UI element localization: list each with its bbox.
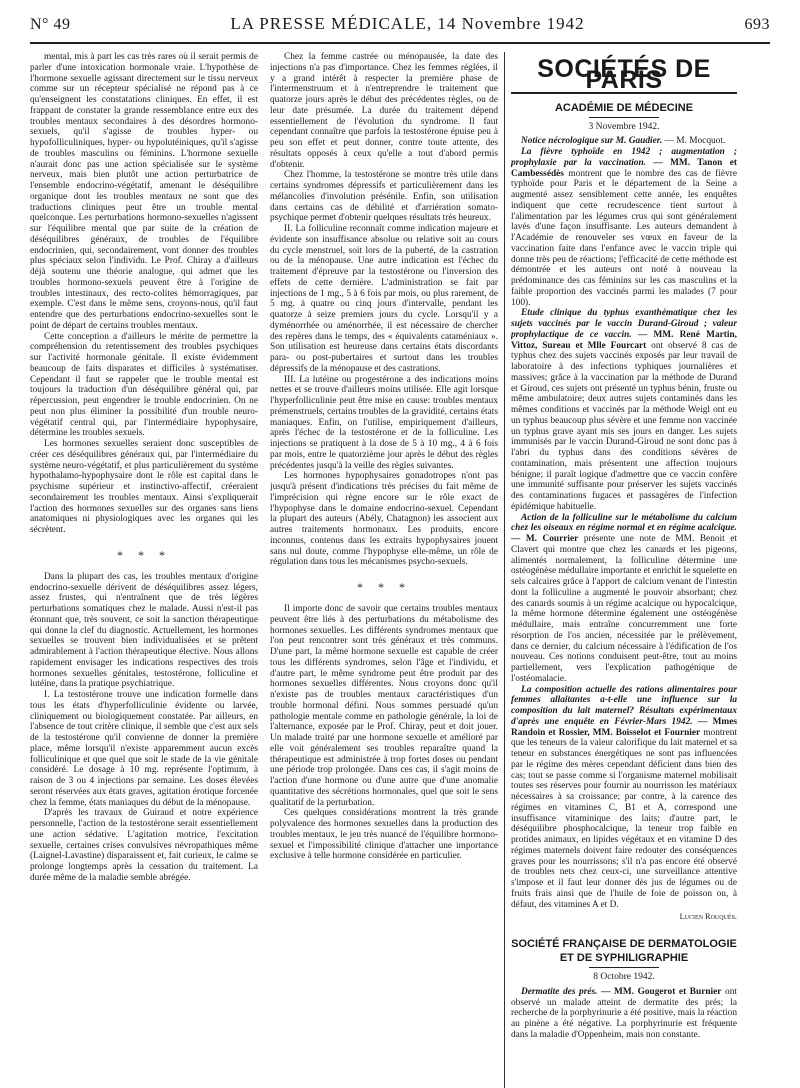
session-date: 3 Novembre 1942. <box>588 121 660 132</box>
section-title: SOCIÉTÉS DE PARIS <box>537 55 711 94</box>
columns <box>30 52 770 1088</box>
header-rule <box>30 42 770 44</box>
paragraph: mental, mis à part les cas très rares où il serait permis de parler d'une intoxication hormonale vraie. L'hypothèse de l'hormone sexuelle agissant directement sur le tissu nerveux comme sur un récepteur spécialisé ne répond pas à ce qu'enseignent les constatations cliniques. En effet, il est frappant de constater la grande ressemblance entre eux des troubles mentaux secondaires à des désordres hormono-sexuels, qu'il s'agisse de troubles hyper- ou hypofolliculiniques, hyper- ou hypolutéiniques, qu'il s'agisse de troubles masculins ou féminins. L'hormone sexuelle n'aurait donc pas une action spécialisée sur le système nerveux, mais bien plutôt une action perturbatrice de l'ensemble endocrino-végétatif, amenant le déséquilibre organique dont les troubles mentaux ne sont que des traductions cliniques peut être un trouble mental quelconque. Les perturbations hormono-sexuelles n'agissent sur l'équilibre mental que par suite de la création de déséquilibres généraux, de troubles de l'équilibre endocrinien, qui, secondairement, vont donner des troubles plus spéciaux selon l'individu. Le Prof. Chiray a d'ailleurs déjà soutenu une théorie analogue, qui admet que les troubles hormono-sexuels peuvent être à l'origine de troubles intestinaux, des recto-colites hémorragiques, par exemple. C'est dans le même sens, croyons-nous, qu'il faut entendre que des perturbations endocrino-sexuelles sont le point de départ de certains troubles mentaux. <box>30 52 258 331</box>
paragraph: Les hormones hypophysaires gonadotropes n'ont pas jusqu'à présent d'indications très précises du fait même de l'imprécision qui règne encore sur le rôle exact de l'hypophyse dans le domaine endocrino-sexuel. Cependant la plupart des auteurs (Abély, Chatagnon) les associent aux autres traitements hormonaux. Les produits, encore inconnus, contenus dans les extraits hypophysaires jouent sans nul doute, comme l'hypophyse elle-même, un rôle de régulation dans tous les mécanismes psycho-sexuels. <box>270 471 498 568</box>
section-separator: * * * <box>357 580 411 594</box>
paragraph: Cette conception a d'ailleurs le mérite de permettre la compréhension du retentissement des troubles psychiques sur l'activité hormonale génitale. Il existe évidemment beaucoup de faits disparates et difficiles à systématiser. Cependant il faut se rappeler que le trouble mental est toujours la traduction d'un déséquilibre général qui, par répercussion, peut engendrer le trouble endocrinien. On ne peut non plus éliminer la possibilité d'un trouble neuro-végétatif central qui, par l'intermédiaire hypophysaire, détermine les troubles sexuels. <box>30 331 258 439</box>
academy-rule <box>589 117 659 118</box>
report-title: Action de la folliculine sur le métabolisme du calcium chez les oiseaux en régime normal et en régime acalcique. <box>511 512 737 534</box>
report-authors: — MM. Gougerot et Burnier <box>601 986 722 997</box>
report-item <box>511 147 737 308</box>
report-authors: — MM. René Martin, Vittoz, Sureau et Mlle Fourcart <box>511 329 737 351</box>
report-text: montrent que le nombre des cas de fièvre typhoïde pour Paris et le département de la Seine a augmenté assez sensiblement cette année, les enquêtes indiquent que cette recrudescence tient surtout à l'alimentation par les légumes crus qui sont généralement lavés d'une façon insuffisante. Les auteurs demandent à l'Académie de renouveler ses vœux en faveur de la vaccination faite dans l'enfance avec le vaccin triple qui donne très peu de réactions; l'efficacité de cette méthode est démontrée et les auteurs ont noté à nouveau la prédominance des cas féminins sur les cas masculins et la faible proportion des vaccinés parmi les malades (7 pour 100). <box>511 168 737 308</box>
paragraph: Il importe donc de savoir que certains troubles mentaux peuvent être liés à des perturbations du métabolisme des hormones sexuelles. Les différents syndromes mentaux que l'on peut rencontrer sont très généraux et très communs. D'une part, la même hormone sexuelle est capable de créer tous les différents syndromes, selon l'âge et l'individu, et d'autre part, le même syndrome peut être produit par des hormones sexuelles différentes. Nous croyons donc qu'il n'existe pas de troubles mentaux caractéristiques d'un trouble hormonal défini. Nous sommes persuadé qu'un pathologie mentale comme en pathologie générale, la loi de l'alternance, exposée par le Prof. Chiray, peut et doit jouer. Un malade traité par une hormone sexuelle et amélioré par elle voit généralement ses troubles reparaître quand la thérapeutique est administrée à trop fortes doses ou pendant une période trop prolongée. Dans ces cas, il s'agit moins de l'action d'une hormone ou d'une autre que d'une anomalie quantitative des sécrétions hormonales, quel que soit le sens qualitatif de la perturbation. <box>270 604 498 808</box>
session-date: 8 Octobre 1942. <box>593 972 655 982</box>
column-divider <box>504 52 505 1088</box>
report-title: Dermatite des prés. <box>521 986 598 997</box>
page-header <box>30 14 770 38</box>
report-item <box>511 308 737 512</box>
section-separator: * * * <box>117 547 171 562</box>
column-1 <box>30 52 258 1088</box>
report-item <box>511 513 737 685</box>
society-heading-line1: SOCIÉTÉ FRANÇAISE DE DERMATOLOGIE <box>511 938 737 950</box>
report-title: La fièvre typhoïde en 1942 ; augmentation ; prophylaxie par la vaccination. <box>511 147 737 168</box>
paragraph: Les hormones sexuelles seraient donc susceptibles de créer ces déséquilibres généraux qui, par l'intermédiaire du système neuro-végétatif, et plus particulièrement du système hypothalamo-hypophysaire dont le rôle est capital dans le psychisme supérieur et instinctivo-affectif, créeraient secondairement les troubles mentaux. Ainsi s'expliquerait l'action des hormones sexuelles sur des organes sans liens anatomiques ni physiologiques avec les organes qui les sécrètent. <box>30 439 258 535</box>
column-2 <box>270 52 498 1088</box>
issue-number: N° 49 <box>30 16 71 33</box>
paragraph: I. La testostérone trouve une indication formelle dans tous les états d'hyperfolliculinie évidente ou larvée, cliniquement ou biologiquement constatée. Par ailleurs, en l'absence de tout critère clinique, il semble que c'est aux sels de la testostérone qu'il convienne de donner la première place, même lorsqu'il n'existe apparemment aucun excès folliculinique et que quel que soit le stade de la vie génitale considéré. Le dosage à 10 mg. représente l'optimum, à raison de 3 ou 4 injections par semaine. Les doses élevées seront réservées aux états graves, agitation érotique forcenée chez la femme, états maniaques du début de la ménopause. <box>30 690 258 808</box>
report-title: Notice nécrologique sur M. Gaudier. <box>521 136 663 147</box>
paragraph: D'après les travaux de Guiraud et notre expérience personnelle, l'action de la testostérone serait essentiellement une action sédative. L'agitation motrice, l'excitation sexuelle, certaines crises convulsives névropathiques même (Laignel-Lavastine) disparaissent et, fait curieux, le calme se prolonge longtemps après la cessation du traitement. La durée même de la maladie semble abrégée. <box>30 808 258 883</box>
society-rule <box>589 967 659 968</box>
academy-heading: ACADÉMIE DE MÉDECINE <box>554 101 694 114</box>
journal-title: LA PRESSE MÉDICALE, 14 Novembre 1942 <box>230 14 585 33</box>
paragraph: Dans la plupart des cas, les troubles mentaux d'origine endocrino-sexuelle dérivent de déséquilibres assez légers, assez frustes, qui n'entraînent que de très légères perturbations somatiques chez le malade. Aussi n'est-il pas étonnant que, très souvent, ce soit la sanction thérapeutique qui donne la clef du diagnostic. Actuellement, les hormones sexuelles se trouvent bien individualisées et se prêtent admirablement à l'action thérapeutique élective. Nous allons rapidement envisager les indications respectives des trois hormones sexuelles génitales, testostérone, folliculine et lutéine, dans la pratique psychiatrique. <box>30 571 258 690</box>
signature: Lucien Rouquès. <box>679 912 737 922</box>
paragraph: III. La lutéine ou progestérone a des indications moins nettes et se trouve d'ailleurs moins utilisée. Elle agit lorsque l'hyperfolliculinie peut être mise en cause: troubles mentaux prémenstruels, certains troubles de la gravidité, certains états maniaques. Enfin, on l'utilise, empiriquement d'ailleurs, après l'échec de la testostérone et de la folliculine. Les injections se pratiquent à la dose de 5 à 10 mg., 4 à 6 fois par mois, entre le quatorzième jour après le début des règles précédentes jusqu'à la veille des règles suivantes. <box>270 374 498 471</box>
report-item <box>511 987 737 1041</box>
paragraph: Chez l'homme, la testostérone se montre très utile dans certains syndromes dépressifs et particulièrement dans les mélancolies d'involution présénile. Enfin, son utilisation dans certains cas de débilité et d'arriération somato-psychique permet d'obtenir quelques résultats très heureux. <box>270 170 498 224</box>
report-text: montrent que les teneurs de la valeur calorifique du lait maternel et sa teneur en substances énergétiques ne sont pas influencées par le régime des mères cependant déficient dans bien des cas; tout se passe comme si l'organisme maternel mobilisait toutes ses réserves pour fournir au nourrisson les matériaux nécessaires à sa croissance; par contre, à la carence des régimes en vitamines C, B1 et A, correspond une insuffisance vitaminique des laits; d'autre part, le déséquilibre phosphocalcique, la teneur trop faible en protides animaux, en lipides végétaux et en vitamine D des régimes maternels doivent faire redouter des conséquences graves pour les nourrissons; s'il n'a pas encore été observé de troubles nets chez ceux-ci, une surveillance attentive s'impose et il faut leur donner dès jus de légumes ou de fruits frais ainsi que de l'huile de foie de poisson ou, à défaut, des vitamines A et D. <box>511 727 737 910</box>
report-authors: — M. Courrier <box>511 534 579 544</box>
report-authors: — M. Mocquot. <box>664 136 726 147</box>
report-item <box>511 136 737 147</box>
column-3 <box>511 52 737 1088</box>
report-title: La composition actuelle des rations alimentaires pour femmes allaitantes a-t-elle une influence sur la composition du lait maternel? Résultats expérimentaux d'après une enquête en Février-Mars 1942. <box>511 684 737 727</box>
report-authors: — MM. Tanon et Cambessédès <box>511 157 737 179</box>
report-text: ont observé 8 cas de typhus chez des sujets vaccinés exposés par leur travail de laboratoire à des infections typhiques journalières et massives; grâce à la vaccination par la méthode de Durand et Giroud, ces sujets ont présenté un typhus bénin, fruste ou même ambulatoire; deux autres sujets contaminés dans les mêmes conditions et vaccinés par la méthode Weigl ont eu un typhus beaucoup plus sévère et une femme non vaccinée un typhus grave ayant mis ses jours en danger. Les sujets immunisés par le vaccin Durand-Giroud ne sont donc pas à l'abri du typhus dans des conditions sévères de contamination, mais présentent une affection toujours bénigne; il paraît logique d'admettre que ce vaccin confère une immunité suffisante pour préserver les sujets vaccinés des contaminations fugaces et passagères de l'infection épidémique habituelle. <box>511 340 737 512</box>
report-item <box>511 685 737 911</box>
paragraph: II. La folliculine reconnaît comme indication majeure et évidente son insuffisance absolue ou relative soit au cours du cycle menstruel, soit lors de la puberté, de la castration ou de la ménopause. Une autre indication est l'échec du traitement d'épreuve par la testostérone ou l'inversion des effets de cette dernière. L'administration se fait par injections de 1 mg., 5 à 6 fois par mois, ou plus rarement, de 5 mg. à quatre ou cinq jours d'intervalle, pendant les quatorze à seize premiers jours du cycle. Lorsqu'il y a dyménorrhée ou aménorrhée, il est nécessaire de chercher des repères dans le temps, des « équivalents cataméniaux ». Son utilisation est heureuse dans certains états discordants para- ou post-pubertaires et surtout dans les troubles dépressifs de la ménopause et des castrations. <box>270 224 498 374</box>
report-authors: — Mmes Randoin et Rossier, MM. Boisselot et Fournier <box>511 716 737 738</box>
report-text: ont observé un malade atteint de dermatite des prés; la recherche de la porphyrinurie a été positive, mais la réaction au pinène a été négative. La porphyrinurie est fréquente dans la maladie d'Oppenheim, mais non constante. <box>511 986 737 1040</box>
paragraph: Chez la femme castrée ou ménopausée, la date des injections n'a pas d'importance. Chez les femmes réglées, il y a grand intérêt à respecter la première phase de l'intermenstruum et à n'entreprendre le traitement que quatorze jours après le début des précédentes règles, ou de leur date présumée. La durée du traitement dépend essentiellement de l'évolution du syndrome. Il faut cependant connaître que parfois la testostérone épuise peu à peu son effet et peut donner, contre toute attente, des résultats opposés à ceux qu'elle a tout d'abord permis d'obtenir. <box>270 52 498 170</box>
page-number: 693 <box>744 16 770 33</box>
society-heading <box>511 937 737 965</box>
society-heading-line2: ET DE SYPHILIGRAPHIE <box>559 952 689 964</box>
report-title: Etude clinique du typhus exanthématique chez les sujets vaccinés par le vaccin Durand-Giroud ; valeur prophylactique de ce vaccin. <box>511 308 737 340</box>
report-text: présente une note de MM. Benoit et Clavert qui montre que chez les canards et les pigeons, alimentés normalement, la folliculine détermine une ostéogénèse médullaire importante et enrichit le squelette en sels calcaires grâce à l'apport de calcium venant de l'intestin dont la folliculine a augmenté le pouvoir absorbant; chez des canards soumis à un régime acalcique ou hypocalcique, la même hormone détermine également une ostéogénèse médullaire, mais entraîne concurremment une forte résorption de l'os ancien, nécessitée par le prélèvement, dans ce dernier, du calcium nécessaire à l'édification de l'os nouveau. Ces notions conduisent peut-être, tout au moins partiellement, vers l'explication pathogénique de l'ostéomalacie. <box>511 534 737 684</box>
paragraph: Ces quelques considérations montrent la très grande polyvalence des hormones sexuelles dans la production des troubles mentaux, le jeu très nuancé de l'équilibre hormono-sexuel et l'impossibilité clinique d'attacher une importance exclusive à telle hormone considérée en particulier. <box>270 808 498 862</box>
